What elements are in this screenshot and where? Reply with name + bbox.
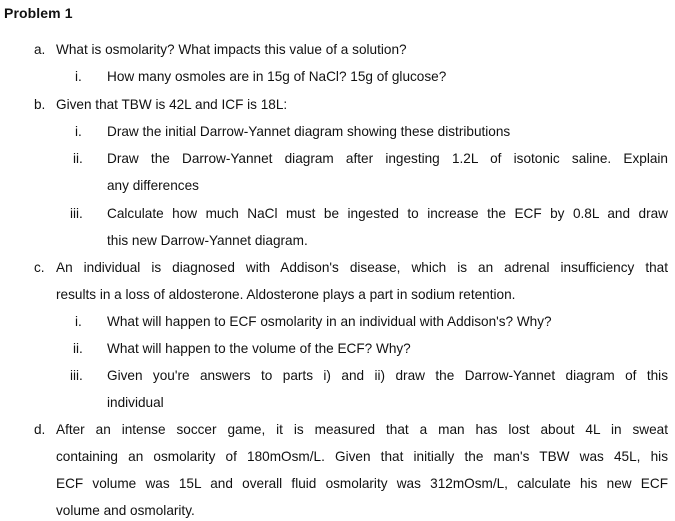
- part-c-i-question: What will happen to ECF osmolarity in an individual with Addison's? Why?: [107, 314, 552, 329]
- part-c-i-marker: i.: [75, 314, 82, 329]
- part-c-marker: c.: [34, 260, 45, 275]
- part-c-intro-line2: results in a loss of aldosterone. Aldosterone plays a part in sodium retention.: [56, 287, 516, 302]
- part-b-i-question: Draw the initial Darrow-Yannet diagram showing these distributions: [107, 124, 511, 139]
- part-b-ii-question-line1: Draw the Darrow-Yannet diagram after ingesting 1.2L of isotonic saline. Explain: [107, 151, 668, 166]
- part-d-question-line2: containing an osmolarity of 180mOsm/L. Given that initially the man's TBW was 45L, his: [56, 449, 668, 464]
- part-b-question: Given that TBW is 42L and ICF is 18L:: [56, 97, 288, 112]
- part-a-i-question: How many osmoles are in 15g of NaCl? 15g of glucose?: [107, 69, 447, 84]
- part-b-ii-marker: ii.: [73, 151, 83, 166]
- part-d-question-line4: volume and osmolarity.: [56, 503, 195, 518]
- part-b-iii-question-line1: Calculate how much NaCl must be ingested to increase the ECF by 0.8L and draw: [107, 206, 668, 221]
- part-c-iii-marker: iii.: [70, 368, 83, 383]
- part-b-ii-question-line2: any differences: [107, 178, 199, 193]
- part-c-ii-question: What will happen to the volume of the ECF? Why?: [107, 341, 411, 356]
- part-b-i-marker: i.: [75, 124, 82, 139]
- part-c-iii-question-line2: individual: [107, 395, 164, 410]
- part-c-ii-marker: ii.: [73, 341, 83, 356]
- part-d-question-line1: After an intense soccer game, it is measured that a man has lost about 4L in sweat: [56, 422, 668, 437]
- part-d-question-line3: ECF volume was 15L and overall fluid osmolarity was 312mOsm/L, calculate his new ECF: [56, 476, 668, 491]
- part-a-marker: a.: [34, 42, 46, 57]
- part-b-iii-marker: iii.: [70, 206, 83, 221]
- problem-title: Problem 1: [4, 5, 73, 21]
- part-a-i-marker: i.: [75, 69, 82, 84]
- part-b-iii-question-line2: this new Darrow-Yannet diagram.: [107, 233, 308, 248]
- part-c-iii-question-line1: Given you're answers to parts i) and ii) draw the Darrow-Yannet diagram of this: [107, 368, 668, 383]
- part-c-intro-line1: An individual is diagnosed with Addison's disease, which is an adrenal insufficiency that: [56, 260, 668, 275]
- part-d-marker: d.: [34, 422, 46, 437]
- part-b-marker: b.: [34, 97, 46, 112]
- part-a-question: What is osmolarity? What impacts this value of a solution?: [56, 42, 407, 57]
